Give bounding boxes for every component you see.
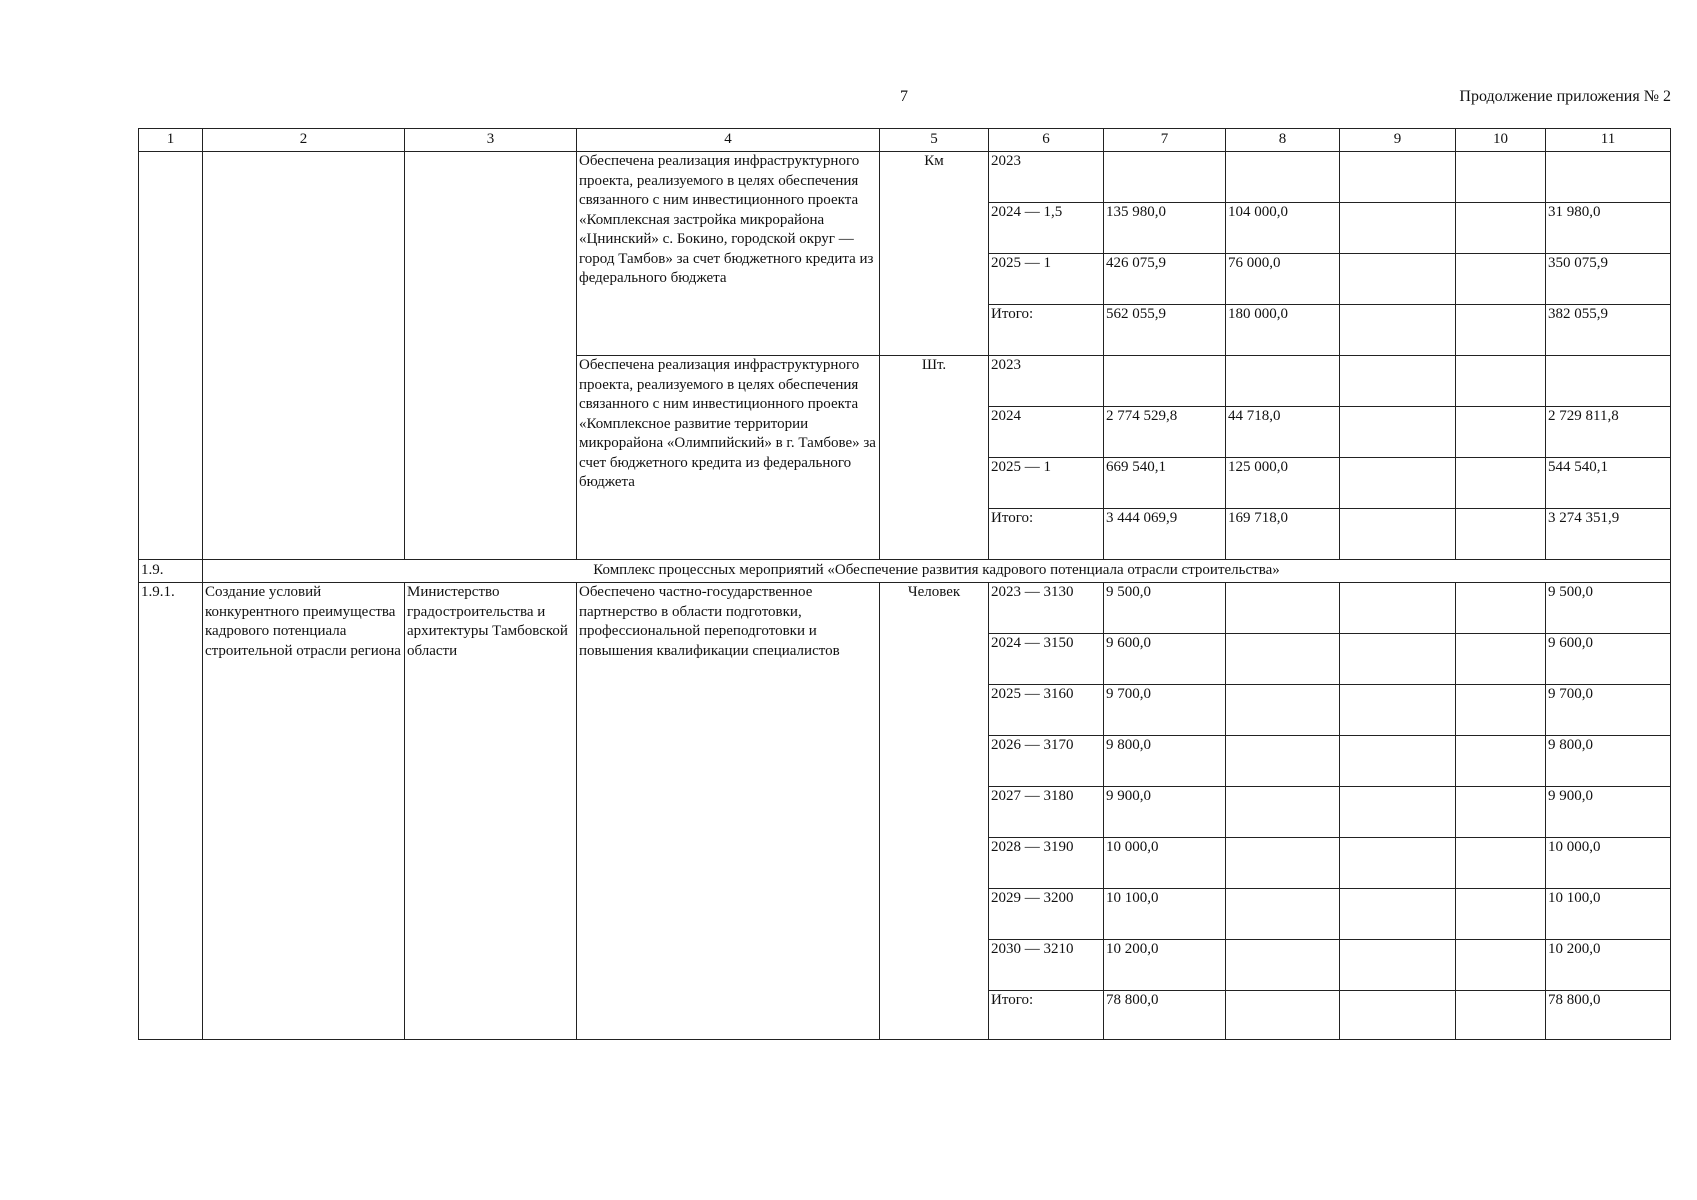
value-cell-10 (1456, 203, 1546, 254)
section-code: 1.9. (139, 560, 203, 583)
year-cell: Итого: (989, 509, 1104, 560)
value-cell-10 (1456, 838, 1546, 889)
value-cell-10 (1456, 736, 1546, 787)
col1-cell (139, 152, 203, 560)
table-row (139, 583, 1671, 634)
value-cell-10 (1456, 509, 1546, 560)
header-cell: 4 (577, 129, 880, 152)
value-cell-11: 3 274 351,9 (1546, 509, 1671, 560)
col3-cell (405, 152, 577, 560)
value-cell-10 (1456, 356, 1546, 407)
value-cell-11 (1546, 356, 1671, 407)
value-cell-8 (1226, 356, 1340, 407)
value-cell-9 (1340, 991, 1456, 1040)
value-cell-8 (1226, 736, 1340, 787)
unit-cell: Человек (880, 583, 989, 1040)
unit-cell: Км (880, 152, 989, 356)
year-cell: 2023 (989, 356, 1104, 407)
value-cell-7 (1104, 152, 1226, 203)
header-cell: 2 (203, 129, 405, 152)
value-cell-9 (1340, 458, 1456, 509)
value-cell-9 (1340, 305, 1456, 356)
year-cell: 2023 — 3130 (989, 583, 1104, 634)
value-cell-10 (1456, 152, 1546, 203)
col2-cell (203, 152, 405, 560)
executor-name: Министерство градостроительства и архитектуры Тамбовской области (405, 583, 577, 1040)
value-cell-11: 544 540,1 (1546, 458, 1671, 509)
year-cell: 2029 — 3200 (989, 889, 1104, 940)
value-cell-8 (1226, 634, 1340, 685)
value-cell-9 (1340, 583, 1456, 634)
value-cell-11: 9 600,0 (1546, 634, 1671, 685)
header-cell: 7 (1104, 129, 1226, 152)
value-cell-7: 9 700,0 (1104, 685, 1226, 736)
value-cell-11: 10 100,0 (1546, 889, 1671, 940)
value-cell-11: 10 000,0 (1546, 838, 1671, 889)
value-cell-11: 10 200,0 (1546, 940, 1671, 991)
value-cell-11 (1546, 152, 1671, 203)
value-cell-11: 2 729 811,8 (1546, 407, 1671, 458)
value-cell-11: 350 075,9 (1546, 254, 1671, 305)
value-cell-10 (1456, 583, 1546, 634)
value-cell-11: 31 980,0 (1546, 203, 1671, 254)
table-row (139, 152, 1671, 203)
value-cell-7: 562 055,9 (1104, 305, 1226, 356)
value-cell-8 (1226, 685, 1340, 736)
value-cell-9 (1340, 203, 1456, 254)
value-cell-9 (1340, 940, 1456, 991)
section-row (139, 560, 1671, 583)
unit-cell: Шт. (880, 356, 989, 560)
value-cell-7: 669 540,1 (1104, 458, 1226, 509)
header-cell: 10 (1456, 129, 1546, 152)
year-cell: 2027 — 3180 (989, 787, 1104, 838)
value-cell-8: 104 000,0 (1226, 203, 1340, 254)
value-cell-9 (1340, 356, 1456, 407)
value-cell-10 (1456, 991, 1546, 1040)
value-cell-10 (1456, 889, 1546, 940)
value-cell-9 (1340, 634, 1456, 685)
value-cell-9 (1340, 152, 1456, 203)
value-cell-11: 9 900,0 (1546, 787, 1671, 838)
value-cell-9 (1340, 736, 1456, 787)
header-cell: 8 (1226, 129, 1340, 152)
value-cell-10 (1456, 254, 1546, 305)
year-cell: 2023 (989, 152, 1104, 203)
value-cell-8: 180 000,0 (1226, 305, 1340, 356)
value-cell-9 (1340, 685, 1456, 736)
value-cell-7: 9 900,0 (1104, 787, 1226, 838)
value-cell-7: 2 774 529,8 (1104, 407, 1226, 458)
value-cell-8: 169 718,0 (1226, 509, 1340, 560)
value-cell-7: 9 800,0 (1104, 736, 1226, 787)
value-cell-9 (1340, 838, 1456, 889)
header-cell: 11 (1546, 129, 1671, 152)
result-description: Обеспечена реализация инфраструктурного проекта, реализуемого в целях обеспечения связанного с ним инвестиционного проекта «Комплексная застройка микрорайона «Цнинский» с. Бокино, городской округ — город Тамбов» за счет бюджетного кредита из федерального бюджета (577, 152, 880, 356)
appendix-caption: Продолжение приложения № 2 (1459, 88, 1671, 105)
value-cell-7: 426 075,9 (1104, 254, 1226, 305)
value-cell-10 (1456, 787, 1546, 838)
header-cell: 3 (405, 129, 577, 152)
value-cell-10 (1456, 685, 1546, 736)
value-cell-7: 9 600,0 (1104, 634, 1226, 685)
value-cell-7: 10 000,0 (1104, 838, 1226, 889)
value-cell-11: 9 700,0 (1546, 685, 1671, 736)
page-number: 7 (900, 88, 908, 105)
result-description: Обеспечено частно-государственное партнерство в области подготовки, профессиональной переподготовки и повышения квалификации специалистов (577, 583, 880, 1040)
program-table (138, 128, 1671, 1040)
year-cell: 2026 — 3170 (989, 736, 1104, 787)
header-row (139, 129, 1671, 152)
value-cell-7 (1104, 356, 1226, 407)
value-cell-11: 78 800,0 (1546, 991, 1671, 1040)
value-cell-10 (1456, 458, 1546, 509)
value-cell-8 (1226, 991, 1340, 1040)
value-cell-7: 78 800,0 (1104, 991, 1226, 1040)
header-cell: 9 (1340, 129, 1456, 152)
value-cell-9 (1340, 407, 1456, 458)
value-cell-9 (1340, 889, 1456, 940)
value-cell-7: 3 444 069,9 (1104, 509, 1226, 560)
year-cell: 2025 — 1 (989, 254, 1104, 305)
value-cell-8 (1226, 889, 1340, 940)
year-cell: 2030 — 3210 (989, 940, 1104, 991)
value-cell-8 (1226, 152, 1340, 203)
year-cell: 2024 (989, 407, 1104, 458)
year-cell: 2024 — 1,5 (989, 203, 1104, 254)
value-cell-11: 9 800,0 (1546, 736, 1671, 787)
value-cell-7: 135 980,0 (1104, 203, 1226, 254)
value-cell-10 (1456, 407, 1546, 458)
year-cell: Итого: (989, 305, 1104, 356)
value-cell-8 (1226, 583, 1340, 634)
year-cell: 2024 — 3150 (989, 634, 1104, 685)
value-cell-11: 9 500,0 (1546, 583, 1671, 634)
value-cell-7: 10 200,0 (1104, 940, 1226, 991)
value-cell-10 (1456, 634, 1546, 685)
value-cell-7: 9 500,0 (1104, 583, 1226, 634)
value-cell-9 (1340, 787, 1456, 838)
section-title: Комплекс процессных мероприятий «Обеспечение развития кадрового потенциала отрасли строительства» (203, 560, 1671, 583)
year-cell: Итого: (989, 991, 1104, 1040)
table-body (139, 129, 1671, 1040)
value-cell-9 (1340, 509, 1456, 560)
item-code: 1.9.1. (139, 583, 203, 1040)
value-cell-8 (1226, 838, 1340, 889)
value-cell-9 (1340, 254, 1456, 305)
year-cell: 2028 — 3190 (989, 838, 1104, 889)
result-description: Обеспечена реализация инфраструктурного проекта, реализуемого в целях обеспечения связанного с ним инвестиционного проекта «Комплексное развитие территории микрорайона «Олимпийский» в г. Тамбове» за счет бюджетного кредита из федерального бюджета (577, 356, 880, 560)
header-cell: 5 (880, 129, 989, 152)
value-cell-8: 44 718,0 (1226, 407, 1340, 458)
value-cell-8 (1226, 940, 1340, 991)
header-cell: 1 (139, 129, 203, 152)
measure-name: Создание условий конкурентного преимущества кадрового потенциала строительной отрасли региона (203, 583, 405, 1040)
value-cell-10 (1456, 305, 1546, 356)
header-cell: 6 (989, 129, 1104, 152)
year-cell: 2025 — 3160 (989, 685, 1104, 736)
value-cell-8 (1226, 787, 1340, 838)
year-cell: 2025 — 1 (989, 458, 1104, 509)
value-cell-8: 125 000,0 (1226, 458, 1340, 509)
value-cell-8: 76 000,0 (1226, 254, 1340, 305)
value-cell-11: 382 055,9 (1546, 305, 1671, 356)
value-cell-10 (1456, 940, 1546, 991)
value-cell-7: 10 100,0 (1104, 889, 1226, 940)
